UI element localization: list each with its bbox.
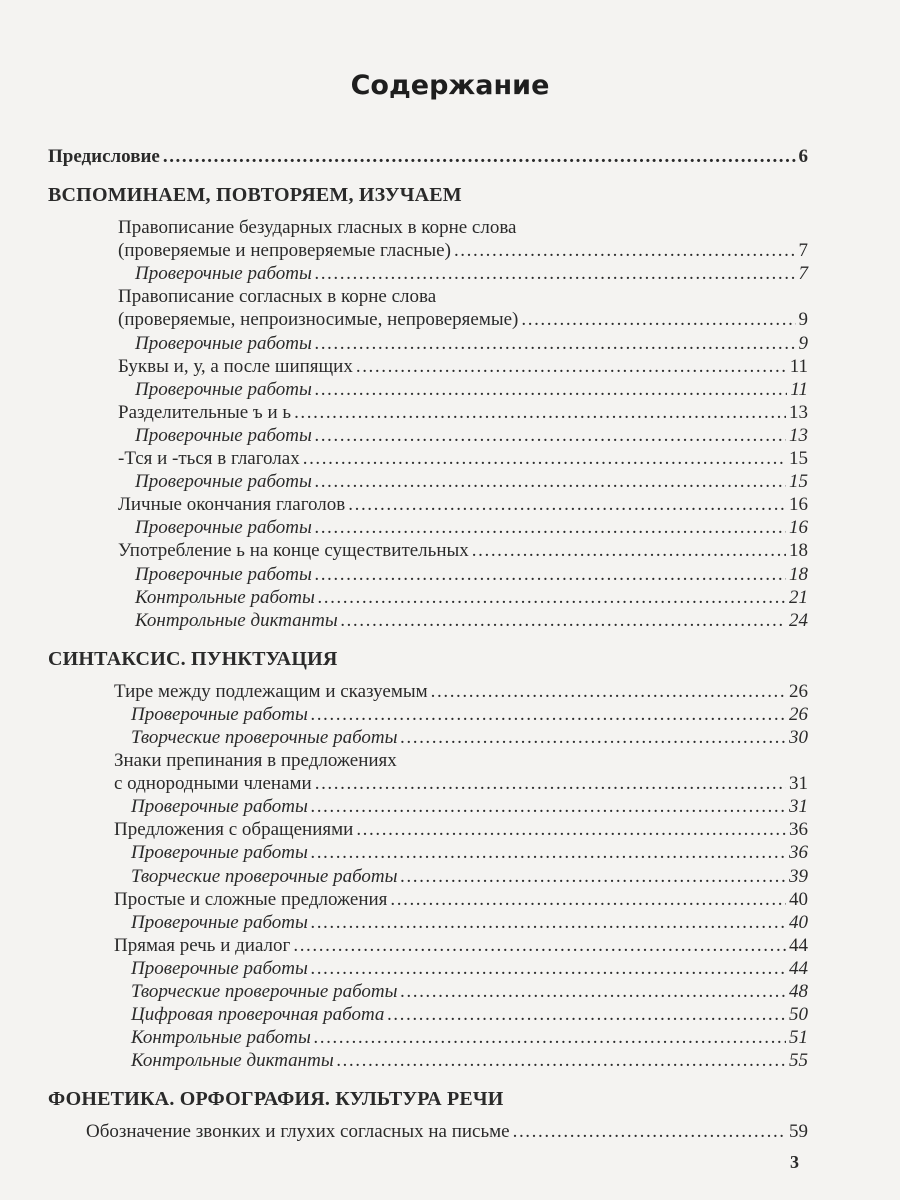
toc-entry	[48, 818, 808, 841]
toc-entry-title: (проверяемые и непроверяемые гласные)	[118, 240, 451, 262]
dot-leader	[356, 355, 787, 378]
toc-entry	[48, 586, 808, 609]
toc-entry-page: 13	[789, 401, 808, 423]
toc-entry-page: 15	[789, 471, 808, 493]
toc-entry	[48, 516, 808, 539]
section-heading	[48, 648, 808, 671]
table-of-contents	[48, 145, 808, 1143]
toc-entry-title: Разделительные ъ и ь	[118, 401, 292, 423]
toc-entry-title: Правописание согласных в корне слова	[118, 286, 437, 308]
toc-entry	[48, 401, 808, 424]
dot-leader	[521, 308, 795, 331]
dot-leader	[401, 726, 786, 749]
toc-entry-page: 31	[789, 796, 808, 818]
toc-entry-page: 44	[789, 934, 808, 956]
toc-entry	[48, 145, 808, 168]
dot-leader	[401, 865, 786, 888]
dot-leader	[337, 1049, 786, 1072]
toc-entry-title: -Тся и -ться в глаголах	[118, 448, 300, 470]
toc-entry	[48, 1049, 808, 1072]
toc-entry-page: 16	[789, 517, 808, 539]
toc-entry	[48, 934, 808, 957]
toc-entry	[48, 980, 808, 1003]
toc-entry-title: Контрольные работы	[131, 1027, 311, 1049]
toc-entry	[48, 378, 808, 401]
dot-leader	[314, 1026, 786, 1049]
toc-entry-page: 18	[789, 540, 808, 562]
toc-entry-page: 30	[789, 726, 808, 748]
toc-entry	[48, 865, 808, 888]
toc-entry-page: 16	[789, 494, 808, 516]
toc-entry-title: ВСПОМИНАЕМ, ПОВТОРЯЕМ, ИЗУЧАЕМ	[48, 184, 462, 207]
toc-entry-title: Проверочные работы	[135, 424, 312, 446]
toc-entry	[48, 841, 808, 864]
toc-entry-title: Предложения с обращениями	[114, 819, 354, 841]
toc-entry	[48, 888, 808, 911]
page-title: Содержание	[350, 70, 550, 101]
toc-entry-title: Буквы и, у, а после шипящих	[118, 355, 353, 377]
toc-entry-title: Проверочные работы	[135, 517, 312, 539]
dot-leader	[163, 145, 796, 168]
toc-entry	[48, 216, 808, 239]
toc-entry-title: Контрольные работы	[135, 586, 315, 608]
toc-entry-title: Проверочные работы	[131, 957, 308, 979]
toc-entry-page: 36	[789, 819, 808, 841]
dot-leader	[315, 470, 786, 493]
toc-entry-title: Творческие проверочные работы	[131, 726, 398, 748]
toc-entry	[48, 308, 808, 331]
toc-entry	[48, 493, 808, 516]
dot-leader	[311, 795, 786, 818]
toc-entry-page: 55	[789, 1050, 808, 1072]
dot-leader	[303, 447, 786, 470]
toc-entry-page: 50	[789, 1004, 808, 1026]
dot-leader	[311, 703, 786, 726]
dot-leader	[348, 493, 786, 516]
toc-entry	[48, 285, 808, 308]
dot-leader	[431, 680, 786, 703]
toc-entry	[48, 795, 808, 818]
toc-entry-title: Творческие проверочные работы	[131, 865, 398, 887]
dot-leader	[390, 888, 786, 911]
dot-leader	[311, 911, 786, 934]
toc-entry-page: 13	[789, 424, 808, 446]
dot-leader	[318, 586, 786, 609]
toc-entry-title: Употребление ь на конце существительных	[118, 540, 469, 562]
toc-entry-title: Личные окончания глаголов	[118, 494, 346, 516]
toc-entry	[48, 703, 808, 726]
toc-entry	[48, 1003, 808, 1026]
toc-entry-title: Знаки препинания в предложениях	[114, 750, 397, 772]
dot-leader	[341, 609, 786, 632]
dot-leader	[315, 563, 786, 586]
toc-entry-title: Проверочные работы	[135, 332, 312, 354]
toc-entry	[48, 470, 808, 493]
toc-entry-title: СИНТАКСИС. ПУНКТУАЦИЯ	[48, 647, 338, 670]
toc-entry-page: 36	[789, 842, 808, 864]
toc-entry-title: ФОНЕТИКА. ОРФОГРАФИЯ. КУЛЬТУРА РЕЧИ	[48, 1088, 504, 1111]
toc-entry-title: Проверочные работы	[135, 471, 312, 493]
toc-entry-title: Тире между подлежащим и сказуемым	[114, 680, 428, 702]
toc-entry-title: Прямая речь и диалог	[114, 934, 291, 956]
toc-entry-title: Проверочные работы	[135, 378, 312, 400]
toc-entry-title: Проверочные работы	[131, 796, 308, 818]
toc-entry	[48, 957, 808, 980]
dot-leader	[315, 262, 796, 285]
toc-entry-page: 40	[789, 888, 808, 910]
page-number: 3	[790, 1152, 799, 1172]
dot-leader	[315, 424, 786, 447]
toc-entry-page: 59	[789, 1121, 808, 1143]
toc-entry-page: 48	[789, 981, 808, 1002]
toc-entry-page: 15	[789, 448, 808, 470]
toc-entry	[48, 355, 808, 378]
toc-entry	[48, 749, 808, 772]
dot-leader	[294, 401, 786, 424]
toc-entry-page: 21	[789, 586, 808, 608]
section-heading	[48, 1088, 808, 1111]
toc-entry-title: Проверочные работы	[135, 263, 312, 285]
dot-leader	[311, 841, 786, 864]
dot-leader	[315, 378, 788, 401]
toc-entry	[48, 332, 808, 355]
toc-entry-title: Проверочные работы	[131, 703, 308, 725]
toc-entry-title: Проверочные работы	[131, 842, 308, 864]
toc-entry-page: 44	[789, 957, 808, 979]
toc-entry	[48, 424, 808, 447]
dot-leader	[315, 772, 786, 795]
toc-entry-page: 18	[789, 563, 808, 585]
toc-entry	[48, 609, 808, 632]
toc-entry	[48, 726, 808, 749]
toc-entry-page: 7	[798, 263, 808, 285]
toc-entry-title: Контрольные диктанты	[135, 609, 338, 631]
toc-entry	[48, 911, 808, 934]
dot-leader	[454, 239, 796, 262]
section-heading	[48, 184, 808, 207]
toc-entry-page: 39	[789, 865, 808, 887]
toc-entry-page: 51	[789, 1027, 808, 1049]
toc-entry-title: Простые и сложные предложения	[114, 888, 388, 910]
toc-entry-page: 40	[789, 911, 808, 933]
toc-entry	[48, 539, 808, 562]
toc-entry	[48, 772, 808, 795]
toc-entry-title: Творческие проверочные работы	[131, 981, 398, 1002]
toc-entry-page: 9	[798, 309, 808, 331]
toc-entry-title: Контрольные диктанты	[131, 1050, 334, 1072]
toc-entry-title: Правописание безударных гласных в корне слова	[118, 217, 517, 239]
toc-entry-title: Обозначение звонких и глухих согласных на письме	[86, 1121, 510, 1143]
dot-leader	[315, 332, 796, 355]
dot-leader	[293, 934, 786, 957]
toc-entry	[48, 239, 808, 262]
toc-entry-title: с однородными членами	[114, 773, 312, 795]
toc-entry-page: 11	[789, 355, 808, 377]
toc-entry-title: Предисловие	[48, 146, 160, 167]
toc-entry	[48, 1120, 808, 1143]
toc-entry	[48, 1026, 808, 1049]
toc-entry	[48, 447, 808, 470]
dot-leader	[311, 957, 786, 980]
toc-entry-page: 7	[798, 240, 808, 262]
toc-entry-page: 26	[789, 680, 808, 702]
toc-entry-title: Цифровая проверочная работа	[131, 1004, 385, 1026]
toc-entry-page: 11	[790, 378, 808, 400]
toc-entry-title: Проверочные работы	[131, 911, 308, 933]
dot-leader	[401, 980, 786, 1003]
toc-entry	[48, 680, 808, 703]
toc-entry	[48, 563, 808, 586]
toc-entry-page: 6	[798, 146, 808, 167]
toc-entry	[48, 262, 808, 285]
toc-entry-page: 31	[789, 773, 808, 795]
toc-entry-page: 24	[789, 609, 808, 631]
toc-entry-page: 26	[789, 703, 808, 725]
dot-leader	[387, 1003, 786, 1026]
toc-entry-page: 9	[798, 332, 808, 354]
toc-entry-title: (проверяемые, непроизносимые, непроверяемые)	[118, 309, 519, 331]
dot-leader	[315, 516, 786, 539]
dot-leader	[513, 1120, 786, 1143]
dot-leader	[356, 818, 786, 841]
dot-leader	[472, 539, 786, 562]
toc-entry-title: Проверочные работы	[135, 563, 312, 585]
